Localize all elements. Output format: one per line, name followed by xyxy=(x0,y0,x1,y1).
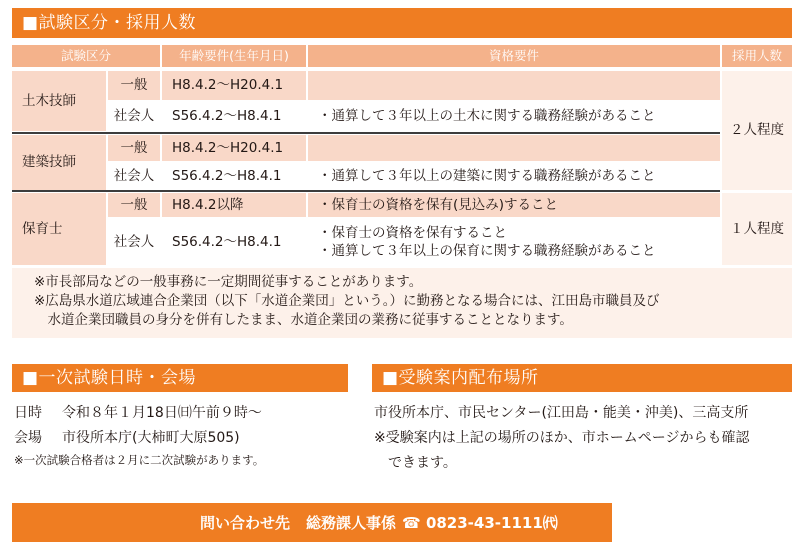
exam-venue: 市役所本庁(大柿町大原505) xyxy=(62,430,240,446)
qualification: ・通算して３年以上の土木に関する職務経験があること xyxy=(308,102,720,131)
guide-note-cont: できます。 xyxy=(374,455,457,471)
exam-venue-label: 会場 xyxy=(14,430,42,446)
qualification-line: ・通算して３年以上の保育に関する職務経験があること xyxy=(318,243,656,259)
age-range: S56.4.2～H8.4.1 xyxy=(162,163,306,190)
age-range: H8.4.2～H20.4.1 xyxy=(162,71,306,100)
section-title-guide-distribution: ■受験案内配布場所 xyxy=(372,364,792,392)
type-general: 一般 xyxy=(108,71,160,100)
qualification: ・通算して３年以上の建築に関する職務経験があること xyxy=(308,163,720,190)
guide-note: ※受験案内は上記の場所のほか、市ホームページからも確認 xyxy=(374,430,750,446)
note-line: ※広島県水道広域連合企業団（以下「水道企業団」という。）に勤務となる場合には、江田島市職員及び xyxy=(34,293,660,309)
col-header-category: 試験区分 xyxy=(12,45,160,67)
type-working-adult: 社会人 xyxy=(108,102,160,131)
type-general: 一般 xyxy=(108,193,160,217)
section-title-exam-categories: ■試験区分・採用人数 xyxy=(12,8,792,38)
qualification xyxy=(308,71,720,100)
qualification xyxy=(308,135,720,161)
exam-note: ※一次試験合格者は２月に二次試験があります。 xyxy=(14,453,265,467)
col-header-age: 年齢要件(生年月日) xyxy=(162,45,306,67)
qualification-line: ・保育士の資格を保有すること xyxy=(318,224,507,241)
contact-phone[interactable]: ☎ 0823-43-1111㈹ xyxy=(402,514,558,532)
category-nursery-teacher: 保育士 xyxy=(12,193,106,265)
note-line: 水道企業団職員の身分を併有したまま、水道企業団の業務に従事することとなります。 xyxy=(34,312,573,328)
age-range: H8.4.2～H20.4.1 xyxy=(162,135,306,161)
hires-technical: ２人程度 xyxy=(722,71,792,190)
col-header-hires: 採用人数 xyxy=(722,45,792,67)
qualification xyxy=(308,219,720,265)
category-civil-engineer: 土木技師 xyxy=(12,71,106,131)
col-header-qualification: 資格要件 xyxy=(308,45,720,67)
category-architecture-engineer: 建築技師 xyxy=(12,135,106,190)
row-divider xyxy=(12,132,720,134)
exam-datetime-label: 日時 xyxy=(14,405,42,421)
contact-bar xyxy=(12,503,612,542)
type-working-adult: 社会人 xyxy=(108,219,160,265)
type-general: 一般 xyxy=(108,135,160,161)
notes-box xyxy=(12,268,792,338)
type-working-adult: 社会人 xyxy=(108,163,160,190)
contact-department: 総務課人事係 xyxy=(306,514,397,532)
exam-datetime: 令和８年１月18日㈰午前９時～ xyxy=(62,405,262,421)
guide-locations: 市役所本庁、市民センター(江田島・能美・沖美)、三高支所 xyxy=(374,405,749,421)
note-line: ※市長部局などの一般事務に一定期間従事することがあります。 xyxy=(34,274,423,290)
section-title-exam-schedule: ■一次試験日時・会場 xyxy=(12,364,348,392)
qualification: ・保育士の資格を保有(見込み)すること xyxy=(308,193,720,217)
row-divider xyxy=(12,190,720,192)
age-range: S56.4.2～H8.4.1 xyxy=(162,219,306,265)
contact-label: 問い合わせ先 xyxy=(200,514,291,532)
hires-nursery: １人程度 xyxy=(722,193,792,265)
age-range: H8.4.2以降 xyxy=(162,193,306,217)
age-range: S56.4.2～H8.4.1 xyxy=(162,102,306,131)
